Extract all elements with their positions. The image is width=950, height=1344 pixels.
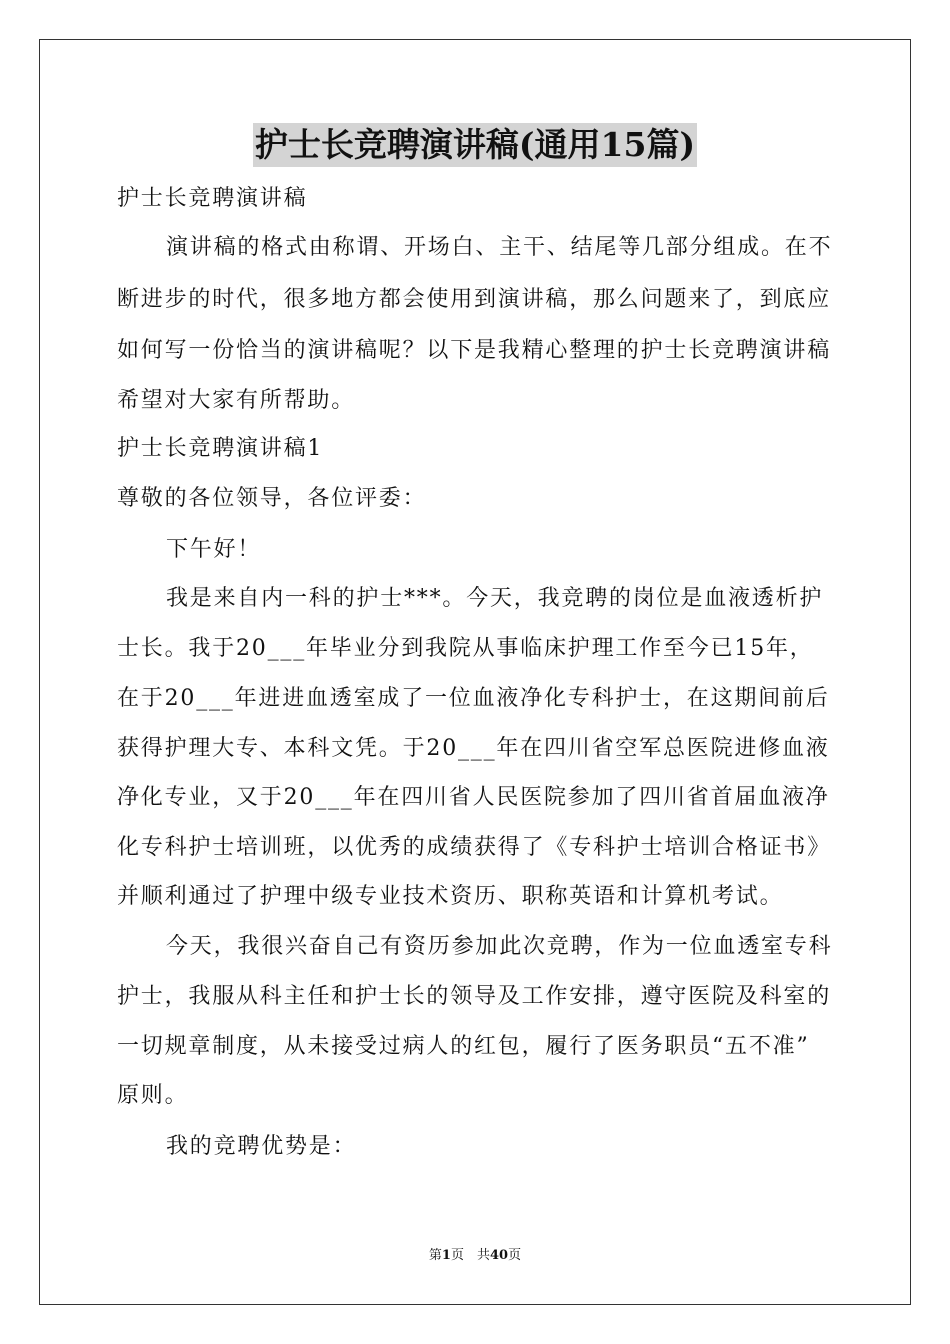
doc-line: 护士长竞聘演讲稿	[117, 186, 308, 211]
doc-line: 护士，我服从科主任和护士长的领导及工作安排，遵守医院及科室的	[117, 984, 832, 1009]
footer-page-mid: 页 共	[450, 1248, 490, 1263]
footer-page-current: 1	[441, 1248, 451, 1263]
footer-page-total: 40	[489, 1248, 509, 1263]
doc-line: 演讲稿的格式由称谓、开场白、主干、结尾等几部分组成。在不	[166, 235, 833, 260]
doc-line: 断进步的时代，很多地方都会使用到演讲稿，那么问题来了，到底应	[117, 287, 832, 312]
doc-line: 并顺利通过了护理中级专业技术资历、职称英语和计算机考试。	[117, 884, 784, 909]
doc-line: 士长。我于20___年毕业分到我院从事临床护理工作至今已15年，	[117, 636, 814, 661]
footer-page-prefix: 第	[428, 1248, 442, 1263]
doc-line: 我的竞聘优势是：	[166, 1134, 357, 1159]
page-footer	[0, 1247, 950, 1265]
page-border	[39, 39, 911, 1305]
doc-line: 下午好！	[166, 537, 262, 562]
doc-line: 获得护理大专、本科文凭。于20___年在四川省空军总医院进修血液	[117, 736, 830, 761]
document-title-wrap	[0, 123, 950, 167]
doc-line: 希望对大家有所帮助。	[117, 388, 356, 413]
doc-line: 净化专业，又于20___年在四川省人民医院参加了四川省首届血液净	[117, 785, 830, 810]
doc-line: 护士长竞聘演讲稿1	[117, 436, 324, 461]
doc-line: 化专科护士培训班，以优秀的成绩获得了《专科护士培训合格证书》	[117, 835, 832, 860]
doc-line: 原则。	[117, 1083, 189, 1108]
doc-line: 在于20___年进进血透室成了一位血液净化专科护士，在这期间前后	[117, 686, 830, 711]
doc-line: 今天，我很兴奋自己有资历参加此次竞聘，作为一位血透室专科	[166, 934, 833, 959]
doc-line: 一切规章制度，从未接受过病人的红包，履行了医务职员“五不准”	[117, 1034, 810, 1059]
footer-page-suffix: 页	[508, 1248, 522, 1263]
document-title: 护士长竞聘演讲稿(通用15篇)	[253, 123, 697, 167]
doc-line: 我是来自内一科的护士***。今天，我竞聘的岗位是血液透析护	[166, 586, 824, 611]
doc-line: 尊敬的各位领导，各位评委：	[117, 486, 427, 511]
doc-line: 如何写一份恰当的演讲稿呢？以下是我精心整理的护士长竞聘演讲稿	[117, 338, 832, 363]
